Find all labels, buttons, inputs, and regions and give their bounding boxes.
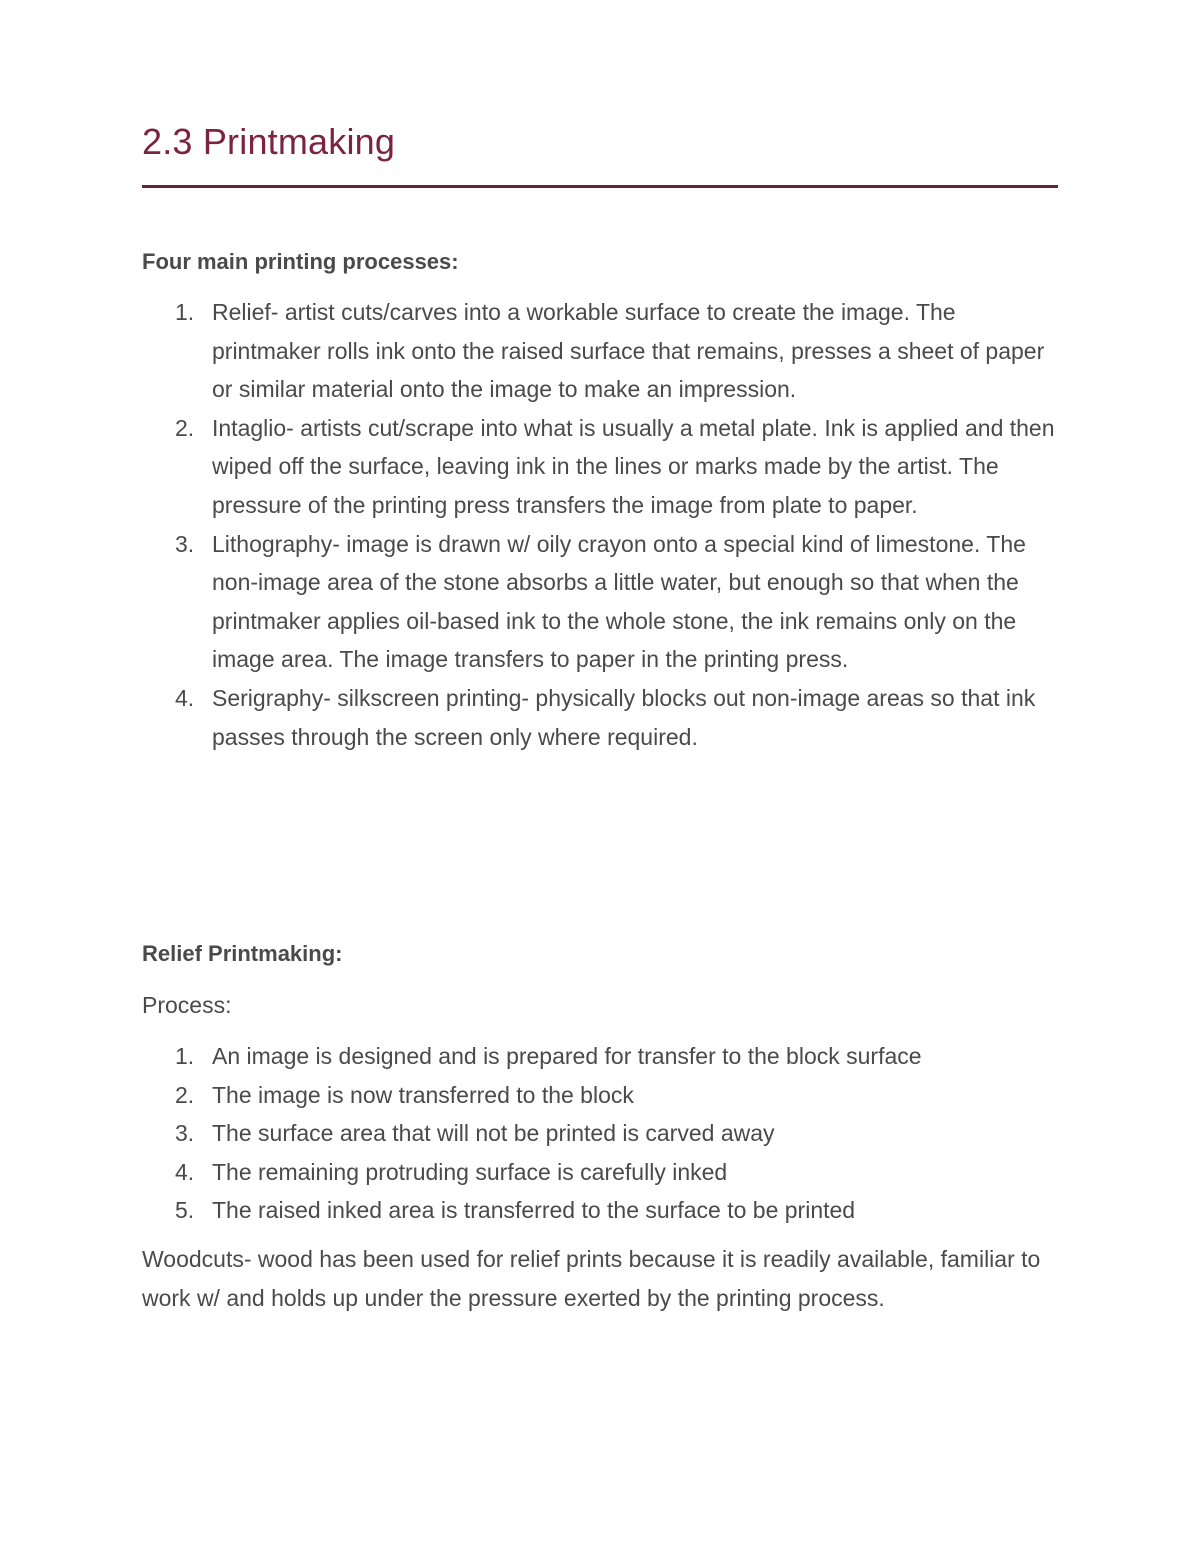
title-divider bbox=[142, 185, 1058, 188]
list-item-number: 2. bbox=[175, 1081, 195, 1108]
list-item-number: 1. bbox=[175, 1043, 195, 1069]
list-item bbox=[142, 1114, 1062, 1153]
list-item-number: 4. bbox=[175, 684, 195, 711]
section-heading-processes: Four main printing processes: bbox=[142, 249, 459, 274]
list-item-text: The remaining protruding surface is carefully inked bbox=[212, 1158, 728, 1185]
list-item-number: 3. bbox=[175, 530, 195, 557]
list-item-text: The surface area that will not be printed is carved away bbox=[212, 1120, 775, 1147]
list-item-number: 2. bbox=[175, 414, 195, 441]
list-item bbox=[142, 1153, 1062, 1192]
list-item-number: 5. bbox=[175, 1197, 195, 1224]
list-item bbox=[142, 293, 1062, 409]
list-item bbox=[142, 1191, 1062, 1230]
list-item-number: 1. bbox=[175, 299, 195, 325]
page-title: 2.3 Printmaking bbox=[142, 121, 396, 162]
list-item-text: Relief- artist cuts/carves into a workable surface to create the image. The printmaker rolls ink onto the raised surface that remains, presses a sheet of paper or similar material onto the image to make an impression. bbox=[212, 299, 1045, 403]
list-item-text: Serigraphy- silkscreen printing- physically blocks out non-image areas so that ink passes through the screen only where required. bbox=[212, 684, 1036, 750]
section-heading-relief: Relief Printmaking: bbox=[142, 941, 343, 966]
list-item-number: 3. bbox=[175, 1120, 195, 1147]
list-item bbox=[142, 409, 1062, 525]
list-item-text: Intaglio- artists cut/scrape into what is usually a metal plate. Ink is applied and then wiped off the surface, leaving ink in the lines or marks made by the artist. The pressure of the printing press transfers the image from plate to paper. bbox=[212, 414, 1055, 518]
process-label: Process: bbox=[142, 992, 232, 1018]
relief-steps-list bbox=[142, 1037, 1062, 1230]
list-item bbox=[142, 1037, 1062, 1076]
processes-list bbox=[142, 293, 1062, 756]
list-item-text: The image is now transferred to the block bbox=[212, 1081, 634, 1108]
woodcuts-paragraph: Woodcuts- wood has been used for relief prints because it is readily available, familiar to work w/ and holds up under the pressure exerted by the printing process. bbox=[142, 1246, 1041, 1311]
list-item bbox=[142, 679, 1062, 756]
list-item-text: Lithography- image is drawn w/ oily crayon onto a special kind of limestone. The non-image area of the stone absorbs a little water, but enough so that when the printmaker applies oil-based ink to the whole stone, the ink remains only on the image area. The image transfers to paper in the printing press. bbox=[212, 530, 1026, 673]
list-item bbox=[142, 525, 1062, 679]
list-item-text: An image is designed and is prepared for transfer to the block surface bbox=[212, 1043, 922, 1069]
list-item-number: 4. bbox=[175, 1158, 195, 1185]
list-item bbox=[142, 1076, 1062, 1115]
list-item-text: The raised inked area is transferred to the surface to be printed bbox=[212, 1197, 856, 1224]
